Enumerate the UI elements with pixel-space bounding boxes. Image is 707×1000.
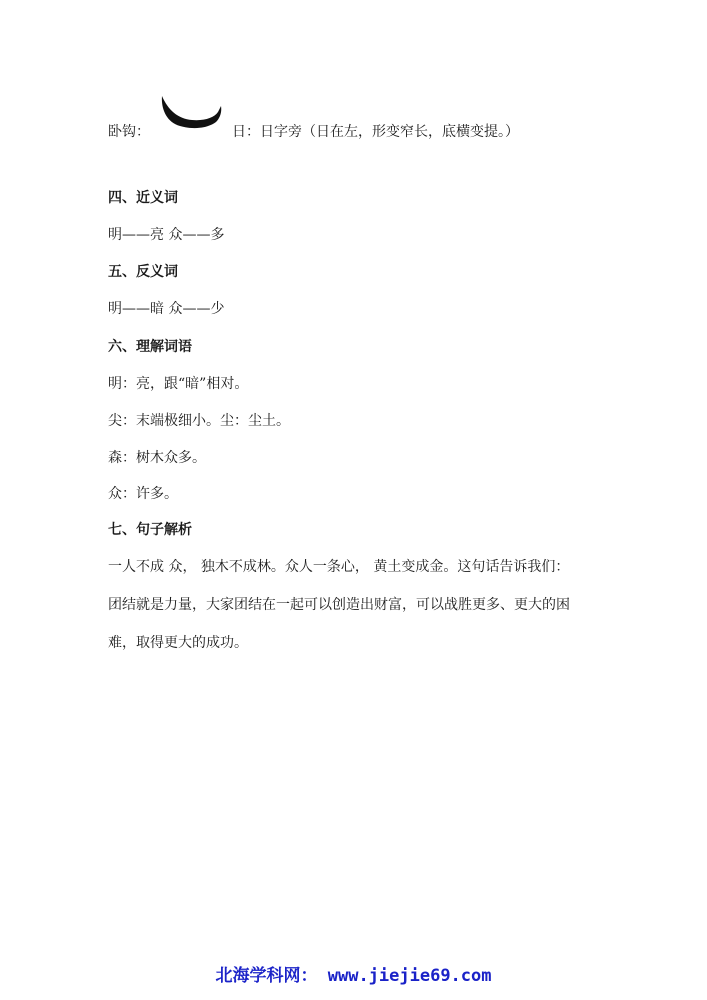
paragraph-line: 团结就是力量，大家团结在一起可以创造出财富，可以战胜更多、更大的困 xyxy=(108,597,570,613)
paragraph-line: 一人不成 众， 独木不成林。众人一条心， 黄土变成金。这句话告诉我们： xyxy=(108,559,570,575)
word-meaning-item: 明：亮，跟“暗”相对。 xyxy=(108,376,249,392)
antonyms-text: 明——暗 众——少 xyxy=(108,301,225,317)
antonyms-heading: 五、反义词 xyxy=(108,264,178,280)
stroke-description: 日：日字旁（日在左，形变窄长，底横变提。） xyxy=(232,124,519,140)
wogou-stroke-icon xyxy=(158,94,228,140)
synonyms-text: 明——亮 众——多 xyxy=(108,227,225,243)
word-meaning-item: 森：树木众多。 xyxy=(108,450,206,466)
word-meaning-item: 众：许多。 xyxy=(108,486,178,502)
sentence-analysis-heading: 七、句子解析 xyxy=(108,522,192,538)
sentence-analysis-paragraph xyxy=(108,548,608,662)
stroke-label: 卧钩： xyxy=(108,124,150,140)
synonyms-heading: 四、近义词 xyxy=(108,190,178,206)
word-meanings-heading: 六、理解词语 xyxy=(108,339,192,355)
word-meaning-item: 尖：末端极细小。尘：尘土。 xyxy=(108,413,290,429)
paragraph-line: 难，取得更大的成功。 xyxy=(108,635,248,651)
footer-watermark: 北海学科网： www.jiejie69.com xyxy=(215,966,492,986)
